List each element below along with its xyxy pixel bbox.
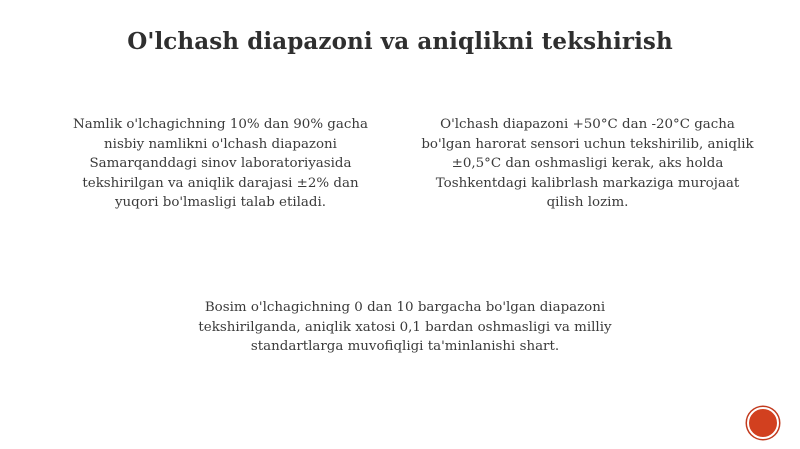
text-line: tekshirilganda, aniqlik xatosi 0,1 bardan oshmasligi va milliy [198, 319, 612, 335]
text-line: Bosim o'lchagichning 0 dan 10 bargacha bo'lgan diapazoni [204, 300, 606, 315]
text-line: Toshkentdagi kalibrlash markaziga murojaat [435, 175, 740, 191]
text-line: nisbiy namlikni o'lchash diapazoni [104, 136, 337, 152]
text-line: yuqori bo'lmasligi talab etiladi. [114, 195, 326, 211]
slide-title: O'lchash diapazoni va aniqlikni tekshirish [127, 28, 673, 55]
paragraph-pressure [170, 298, 640, 357]
text-line: bo'lgan harorat sensori uchun tekshirilib, aniqlik [421, 136, 754, 152]
paragraph-humidity [58, 115, 383, 213]
text-line: tekshirilgan va aniqlik darajasi ±2% dan [82, 175, 359, 191]
text-line: Namlik o'lchagichning 10% dan 90% gacha [73, 117, 368, 132]
text-line: standartlarga muvofiqligi ta'minlanishi shart. [250, 339, 560, 355]
text-line: ±0,5°C dan oshmasligi kerak, aks holda [451, 156, 724, 172]
text-line: qilish lozim. [546, 195, 629, 211]
text-line: Samarqanddagi sinov laboratoriyasida [89, 156, 352, 172]
paragraph-temperature [410, 115, 765, 213]
slide-nav-circle-button[interactable] [747, 407, 779, 439]
text-line: O'lchash diapazoni +50°C dan -20°C gacha [440, 117, 735, 132]
